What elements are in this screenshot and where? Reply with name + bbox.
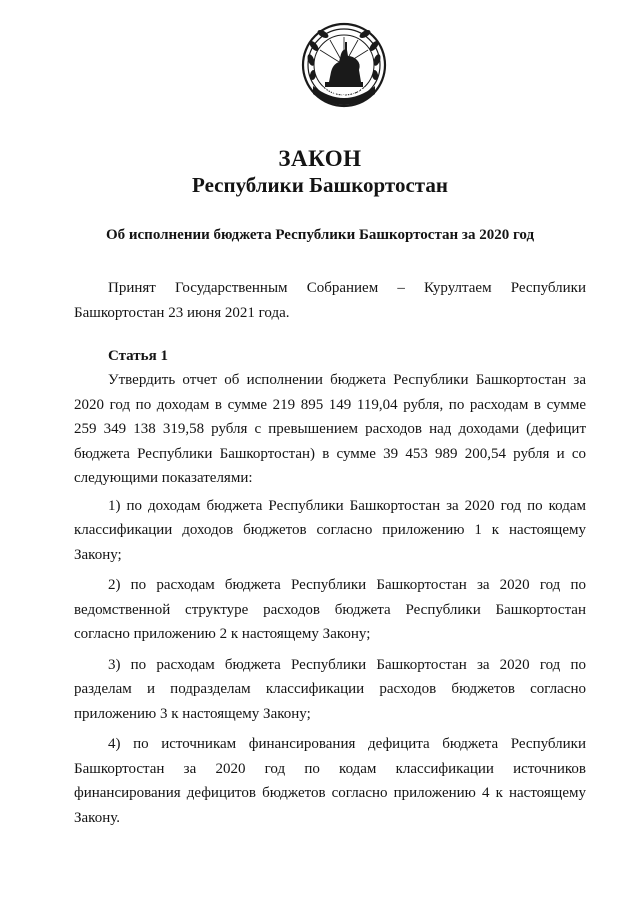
article-heading: Статья 1 [108,348,168,364]
article-lead-paragraph: Утвердить отчет об исполнении бюджета Республики Башкортостан за 2020 год по доходам в сумме 219 895 149 119,04 рубля, по расходам в сумме 259 349 138 319,58 рубля с превышением расходов над доходами (дефицит бюджета Республики Башкортостан) в сумме 39 453 989 200,54 рубля и со следующими показателями: [74,372,586,486]
document-title: ЗАКОН [278,146,362,171]
ribbon-text: БАШКОРТОСТАН [317,85,371,100]
coat-of-arms [301,20,387,116]
article-item-1: 1) по доходам бюджета Республики Башкортостан за 2020 год по кодам классификации доходов бюджетов согласно приложению 1 к настоящему Закону; [74,497,586,563]
article-body [74,368,586,836]
article-item-4: 4) по источникам финансирования дефицита бюджета Республики Башкортостан за 2020 год по кодам классификации источников финансирования дефицитов бюджетов согласно приложению 4 к настоящему Закону. [74,736,586,826]
article-item-3: 3) по расходам бюджета Республики Башкортостан за 2020 год по разделам и подразделам классификации расходов бюджетов согласно приложению 3 к настоящему Закону; [74,656,586,722]
adoption-note [74,276,586,325]
article-item-2: 2) по расходам бюджета Республики Башкортостан за 2020 год по ведомственной структуре расходов бюджета Республики Башкортостан согласно приложению 2 к настоящему Закону; [74,577,586,642]
law-name: Об исполнении бюджета Республики Башкортостан за 2020 год [105,227,535,243]
bashkortostan-coat-of-arms-icon [301,20,387,116]
adoption-text: Принят Государственным Собранием – Курултаем Республики Башкортостан 23 июня 2021 года. [74,280,586,321]
document-subtitle: Республики Башкортостан [192,173,448,197]
